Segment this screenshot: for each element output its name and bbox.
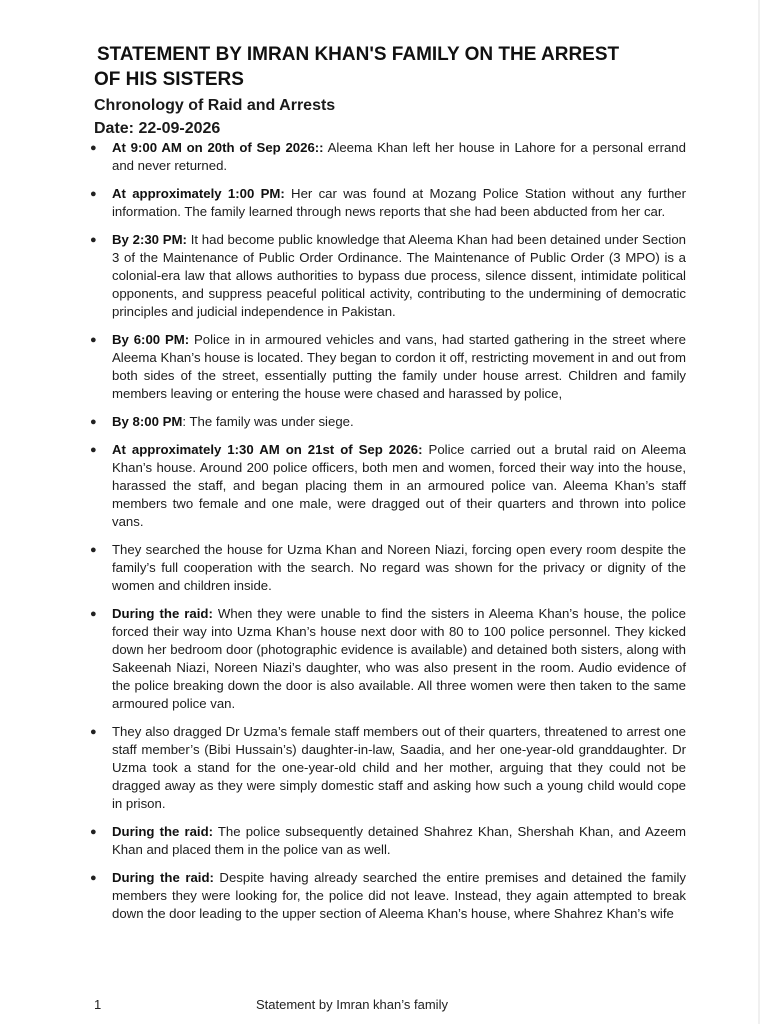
item-lead: By 8:00 PM <box>112 414 183 429</box>
bullet-icon: ● <box>90 234 97 246</box>
item-lead: At 9:00 AM on 20th of Sep 2026:: <box>112 140 324 155</box>
document-subtitle: Chronology of Raid and Arrests <box>94 97 336 114</box>
list-item <box>86 441 686 531</box>
bullet-icon: ● <box>90 726 97 738</box>
bullet-icon: ● <box>90 608 97 620</box>
item-text: : The family was under siege. <box>182 414 354 429</box>
bullet-icon: ● <box>90 444 97 456</box>
list-item <box>86 231 686 321</box>
item-text: Her car was found at Mozang Police Station without any further information. The family learned through news reports that she had been abducted from her car. <box>112 186 687 219</box>
bullet-icon: ● <box>90 188 97 200</box>
list-item <box>86 331 686 403</box>
item-lead: During the raid: <box>112 870 214 885</box>
item-text: Despite having already searched the entire premises and detained the family members they were looking for, the police did not leave. Instead, they again attempted to break down the door leading to the upper section of Aleema Khan’s house, where Shahrez Khan’s wife <box>112 870 686 921</box>
item-text: When they were unable to find the sisters in Aleema Khan’s house, the police forced their way into Uzma Khan’s house next door with 80 to 100 police personnel. They kicked down her bedroom door (photographic evidence is available) and detained both sisters, along with Sakeenah Niazi, Noreen Niazi’s daughter, who was also present in the room. Audio evidence of the police breaking down the door is also available. All three women were then taken to the same armoured police van. <box>112 606 686 711</box>
bullet-icon: ● <box>90 416 97 428</box>
item-text: The police subsequently detained Shahrez Khan, Shershah Khan, and Azeem Khan and placed them in the police van as well. <box>112 824 686 857</box>
item-lead: By 2:30 PM: <box>112 232 187 247</box>
document-date: Date: 22-09-2026 <box>94 120 221 137</box>
bullet-icon: ● <box>90 334 97 346</box>
bullet-icon: ● <box>90 826 97 838</box>
item-text: Police carried out a brutal raid on Aleema Khan’s house. Around 200 police officers, both men and women, forced their way into the house, harassed the staff, and began placing them in an armoured police van. Aleema Khan’s staff members two female and one male, were dragged out of their quarters and thrown into police vans. <box>112 442 687 529</box>
item-lead: During the raid: <box>112 824 214 839</box>
page-number: 1 <box>94 997 102 1012</box>
bullet-icon: ● <box>90 544 97 556</box>
item-lead: During the raid: <box>112 606 213 621</box>
list-item <box>86 823 686 859</box>
list-item <box>86 541 686 595</box>
footer-text: Statement by Imran khan’s family <box>256 997 448 1012</box>
document-title <box>94 42 714 92</box>
list-item <box>86 605 686 713</box>
bullet-icon: ● <box>90 872 97 884</box>
list-item <box>86 413 686 431</box>
list-item <box>86 869 686 923</box>
bullet-icon: ● <box>90 142 97 154</box>
list-item <box>86 185 686 221</box>
item-text: Police in in armoured vehicles and vans, had started gathering in the street where Aleema Khan’s house is located. They began to cordon it off, restricting movement in and out from both sides of the street, essentially putting the family under house arrest. Children and family members leaving or entering the house were chased and harassed by police, <box>112 332 686 401</box>
item-text: Aleema Khan left her house in Lahore for a personal errand and never returned. <box>112 140 686 173</box>
item-lead: At approximately 1:30 AM on 21st of Sep 2026: <box>112 442 423 457</box>
item-lead: By 6:00 PM: <box>112 332 190 347</box>
title-line-2: OF HIS SISTERS <box>94 69 244 90</box>
item-lead: At approximately 1:00 PM: <box>112 186 285 201</box>
list-item <box>86 139 686 175</box>
title-line-1: STATEMENT BY IMRAN KHAN'S FAMILY ON THE ARREST <box>97 44 620 65</box>
item-text: They searched the house for Uzma Khan and Noreen Niazi, forcing open every room despite the family’s full cooperation with the search. No regard was shown for the privacy or dignity of the women and children inside. <box>112 542 686 593</box>
chronology-list <box>86 139 686 933</box>
item-text: It had become public knowledge that Aleema Khan had been detained under Section 3 of the Maintenance of Public Order Ordinance. The Maintenance of Public Order (3 MPO) is a colonial-era law that allows authorities to bypass due process, silence dissent, intimidate political opponents, and suppress peaceful political activity, contributing to the undermining of democratic principles and judicial independence in Pakistan. <box>112 232 686 319</box>
item-text: They also dragged Dr Uzma’s female staff members out of their quarters, threatened to arrest one staff member’s (Bibi Hussain’s) daughter-in-law, Saadia, and her one-year-old granddaughter. Dr Uzma took a stand for the one-year-old child and her mother, arguing that they could not be dragged away as they were simply domestic staff and asking how such a young child would cope in prison. <box>112 724 686 811</box>
list-item <box>86 723 686 813</box>
